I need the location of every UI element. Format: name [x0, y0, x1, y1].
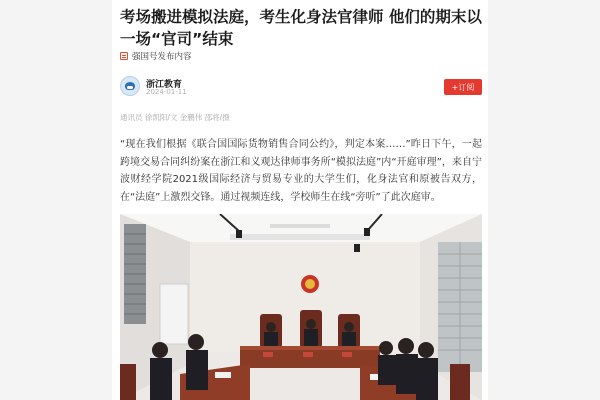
- avatar[interactable]: [120, 76, 140, 96]
- author-bar: [120, 76, 482, 100]
- subscribe-button[interactable]: +订阅: [444, 79, 482, 95]
- source-label-row: [120, 50, 192, 62]
- byline: 通讯员 徐凯阳/文 金鹏伟 邵将/摄: [120, 113, 230, 122]
- source-label: 强国号发布内容: [132, 52, 192, 62]
- document-icon: [120, 52, 128, 60]
- article-page: [112, 0, 488, 400]
- courtroom-illustration: [120, 214, 482, 400]
- publish-date: 2024-01-11: [146, 88, 187, 96]
- article-paragraph: “现在我们根据《联合国国际货物销售合同公约》，判定本案……”昨日下午，一起跨境交易合同纠纷案在浙江和义观达律师事务所“模拟法庭”内“开庭审理”，来自宁波财经学院2021级国际经济与贸易专业的大学生们，化身法官和原被告双方，在“法庭”上激烈交锋。通过视频连线，学校师生在线“旁听”了此次庭审。: [120, 139, 482, 203]
- courtroom-photo: [120, 214, 482, 400]
- article-title: 考场搬进模拟法庭，考生化身法官律师 他们的期末以一场“官司”结束: [120, 8, 482, 48]
- author-name[interactable]: 浙江教育: [146, 80, 183, 90]
